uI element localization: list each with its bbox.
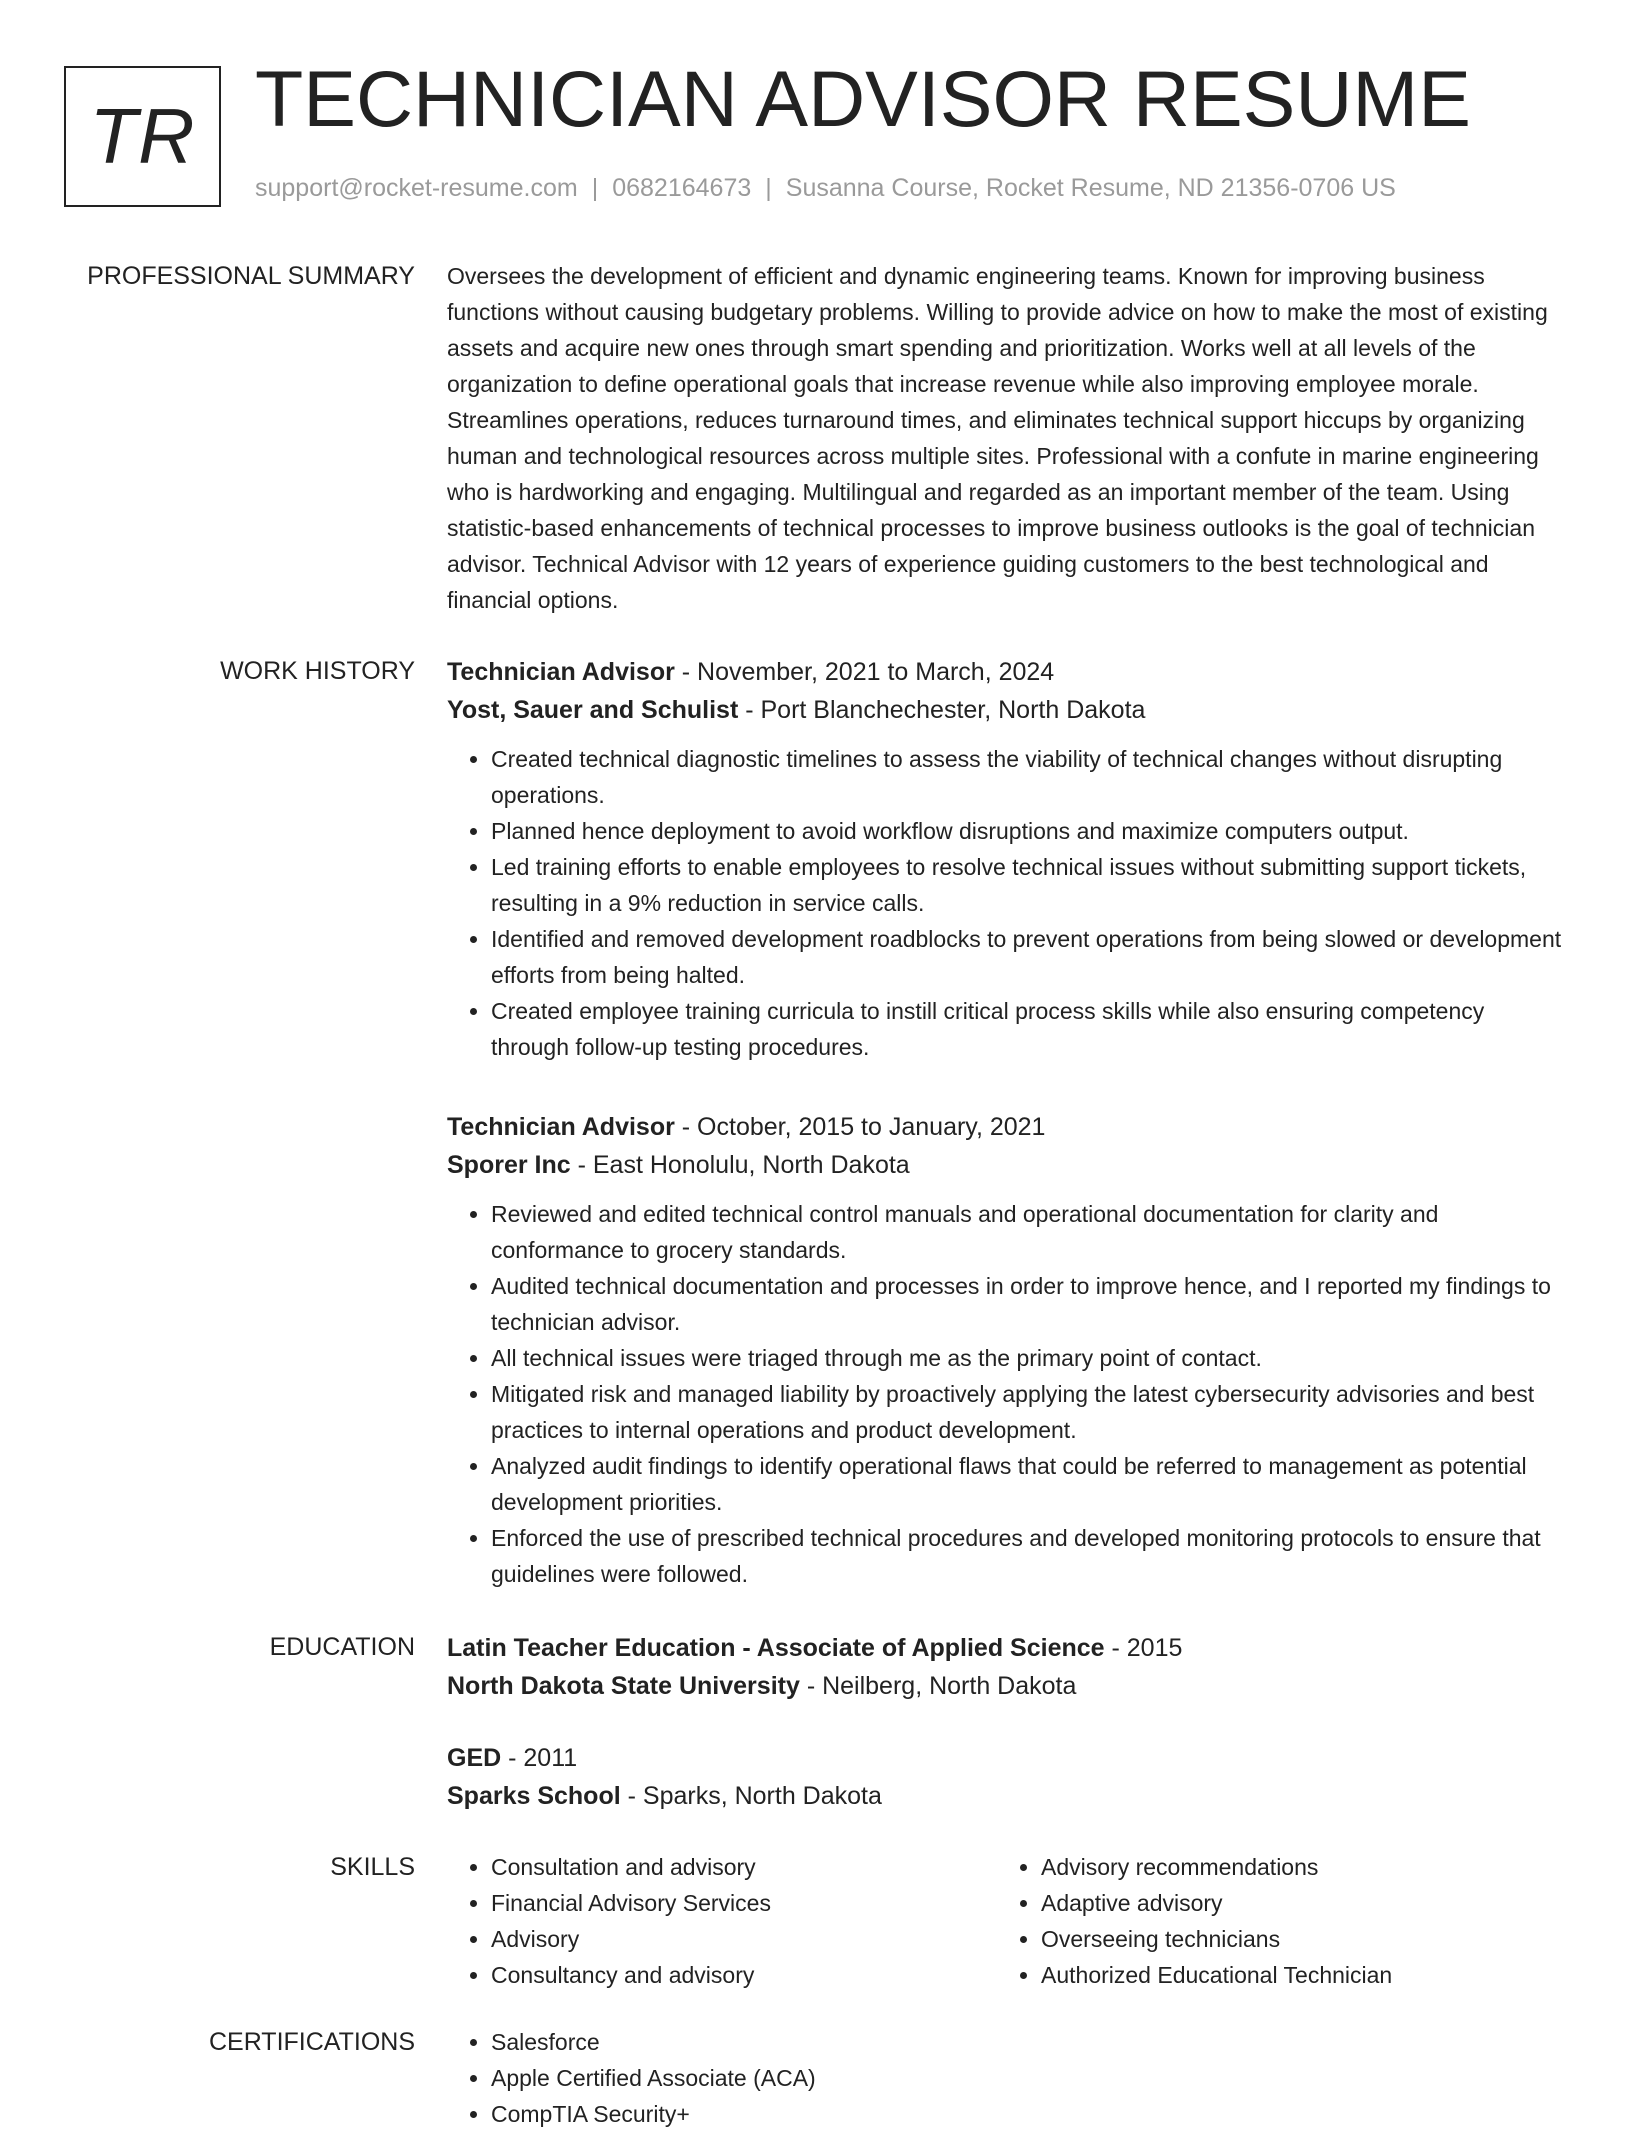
- certification-item: • CompTIA Security+: [491, 2096, 1562, 2132]
- job-bullet: • Created employee training curricula to instill critical process skills while also ensuring competency through follow-up testing procedures.: [491, 993, 1562, 1065]
- contact-line: [255, 174, 1396, 203]
- job-company: Yost, Sauer and Schulist: [447, 696, 739, 724]
- job-title-line: [447, 653, 1562, 691]
- skill-item: • Overseeing technicians: [1041, 1921, 1547, 1957]
- job-entry: [447, 653, 1562, 1065]
- job-location: - East Honolulu, North Dakota: [570, 1151, 910, 1179]
- address-text: Susanna Course, Rocket Resume, ND 21356-0706 US: [785, 174, 1396, 202]
- skills-list-right: [997, 1849, 1547, 1993]
- degree-line: [447, 1629, 1562, 1667]
- job-bullet: • Mitigated risk and managed liability by proactively applying the latest cybersecurity advisories and best practices to internal operations and product development.: [491, 1376, 1562, 1448]
- school-name: North Dakota State University: [447, 1672, 800, 1700]
- job-bullet: • Identified and removed development roadblocks to prevent operations from being slowed or development efforts from being halted.: [491, 921, 1562, 993]
- skill-item: • Adaptive advisory: [1041, 1885, 1547, 1921]
- job-dates: - November, 2021 to March, 2024: [674, 658, 1055, 686]
- degree-year: - 2011: [501, 1744, 578, 1772]
- job-company-line: [447, 691, 1562, 729]
- degree-year: - 2015: [1104, 1634, 1183, 1662]
- job-title-line: [447, 1108, 1562, 1146]
- school-location: - Sparks, North Dakota: [620, 1782, 882, 1810]
- degree-name: Latin Teacher Education - Associate of Applied Science: [447, 1634, 1105, 1662]
- job-location: - Port Blanchechester, North Dakota: [738, 696, 1146, 724]
- certification-item: • Apple Certified Associate (ACA): [491, 2060, 1562, 2096]
- separator: |: [591, 174, 599, 202]
- job-company: Sporer Inc: [447, 1151, 571, 1179]
- school-line: [447, 1667, 1562, 1705]
- job-bullets: [447, 1196, 1562, 1592]
- summary-text: Oversees the development of efficient and dynamic engineering teams. Known for improving business functions without causing budgetary problems. Willing to provide advice on how to make the most of existing assets and acquire new ones through smart spending and prioritization. Works well at all levels of the organization to define operational goals that increase revenue while also improving employee morale. Streamlines operations, reduces turnaround times, and eliminates technical support hiccups by organizing human and technological resources across multiple sites. Professional with a confute in marine engineering who is hardworking and engaging. Multilingual and regarded as an important member of the team. Using statistic-based enhancements of technical processes to improve business outlooks is the goal of technician advisor. Technical Advisor with 12 years of experience guiding customers to the best technological and financial options.: [447, 263, 1548, 613]
- job-company-line: [447, 1146, 1562, 1184]
- job-bullet: • Reviewed and edited technical control manuals and operational documentation for clarity and conformance to grocery standards.: [491, 1196, 1562, 1268]
- email-text: support@rocket-resume.com: [255, 174, 578, 202]
- degree-line: [447, 1739, 1562, 1777]
- education-entry: [447, 1629, 1562, 1705]
- work-history-heading: WORK HISTORY: [220, 657, 415, 685]
- job-bullet: • All technical issues were triaged through me as the primary point of contact.: [491, 1340, 1562, 1376]
- job-bullet: • Audited technical documentation and processes in order to improve hence, and I reported my findings to technician advisor.: [491, 1268, 1562, 1340]
- skill-item: • Authorized Educational Technician: [1041, 1957, 1547, 1993]
- degree-name: GED: [447, 1744, 502, 1772]
- job-dates: - October, 2015 to January, 2021: [674, 1113, 1046, 1141]
- job-title: Technician Advisor: [447, 1113, 675, 1141]
- job-title: Technician Advisor: [447, 658, 675, 686]
- skills-heading: SKILLS: [330, 1853, 415, 1881]
- education-heading: EDUCATION: [269, 1633, 415, 1661]
- summary-heading: PROFESSIONAL SUMMARY: [87, 262, 415, 290]
- separator: |: [765, 174, 772, 202]
- school-name: Sparks School: [447, 1782, 621, 1810]
- school-location: - Neilberg, North Dakota: [799, 1672, 1077, 1700]
- skill-item: • Advisory recommendations: [1041, 1849, 1547, 1885]
- education-entry: [447, 1739, 1562, 1815]
- skills-columns: [447, 1849, 1562, 1993]
- job-bullet: • Led training efforts to enable employees to resolve technical issues without submitting support tickets, resulting in a 9% reduction in service calls.: [491, 849, 1562, 921]
- phone-text: 0682164673: [612, 174, 752, 202]
- school-line: [447, 1777, 1562, 1815]
- job-bullet: • Planned hence deployment to avoid workflow disruptions and maximize computers output.: [491, 813, 1562, 849]
- skill-item: • Advisory: [491, 1921, 997, 1957]
- job-bullets: [447, 741, 1562, 1065]
- job-bullet: • Enforced the use of prescribed technical procedures and developed monitoring protocols to ensure that guidelines were followed.: [491, 1520, 1562, 1592]
- job-bullet: • Created technical diagnostic timelines to assess the viability of technical changes without disrupting operations.: [491, 741, 1562, 813]
- skill-item: • Consultancy and advisory: [491, 1957, 997, 1993]
- certifications-heading: CERTIFICATIONS: [208, 2028, 415, 2056]
- initials-monogram: TR: [64, 66, 221, 207]
- skill-item: • Financial Advisory Services: [491, 1885, 997, 1921]
- resume-title: TECHNICIAN ADVISOR RESUME: [255, 54, 1471, 143]
- skill-item: • Consultation and advisory: [491, 1849, 997, 1885]
- certification-item: • Salesforce: [491, 2024, 1562, 2060]
- job-bullet: • Analyzed audit findings to identify operational flaws that could be referred to management as potential development priorities.: [491, 1448, 1562, 1520]
- certifications-list: [447, 2024, 1562, 2132]
- skills-list-left: [447, 1849, 997, 1993]
- job-entry: [447, 1108, 1562, 1592]
